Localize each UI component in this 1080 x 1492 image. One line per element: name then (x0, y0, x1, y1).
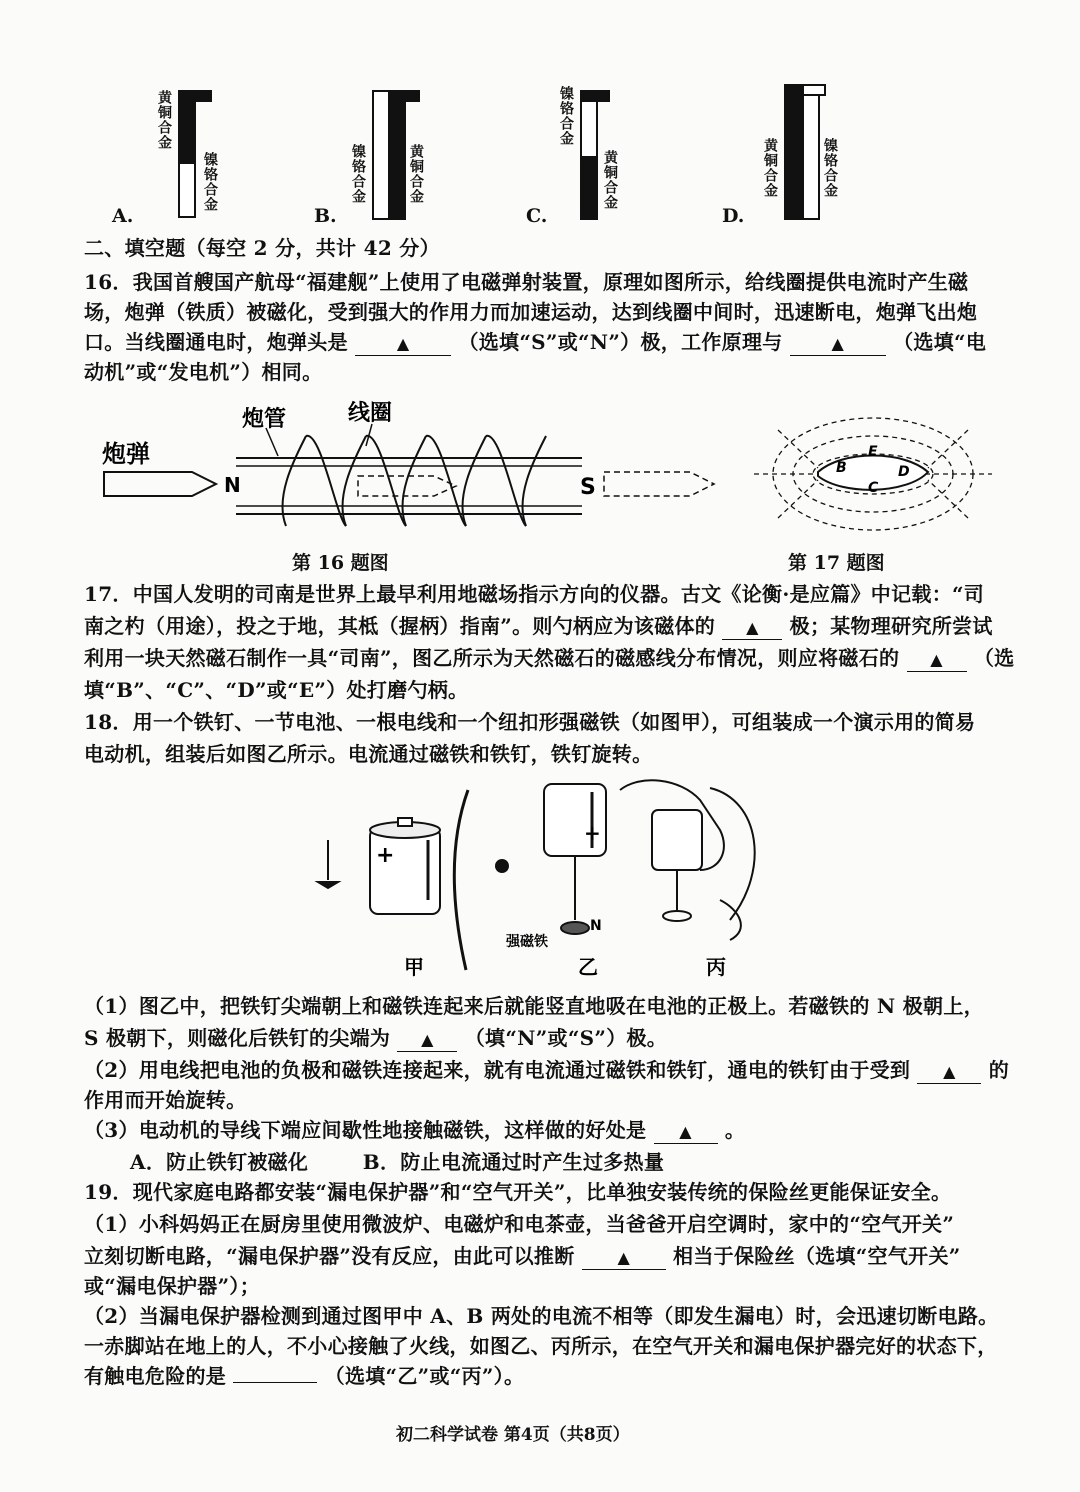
q17-line3 (84, 644, 1014, 672)
option-d-label: D. (722, 205, 745, 227)
option-b-right-text: 黄铜合金 (408, 144, 424, 204)
option-d-bar-left (784, 84, 802, 220)
q17-blank-2[interactable]: ▲ (907, 649, 967, 672)
fig16-caption: 第 16 题图 (292, 552, 389, 574)
fig17-label-e: E (868, 444, 878, 460)
q19-line1: 19．现代家庭电路都安装“漏电保护器”和“空气开关”，比单独安装传统的保险丝更能保证安全。 (84, 1180, 952, 1204)
q19-p1-line (84, 1242, 1014, 1270)
fig18-magnet-dot (495, 859, 509, 873)
fig16-coil-turns (283, 436, 546, 526)
q16-blank-1[interactable]: ▲ (355, 333, 451, 356)
option-a-label: A. (112, 205, 134, 227)
q18-p2-line (84, 1056, 1014, 1084)
option-c-bottom-text: 黄铜合金 (602, 150, 618, 210)
fig17-label-d: D (898, 464, 910, 480)
q16-line3c: （选填“电 (893, 330, 987, 354)
fig18-assembly-bing (620, 780, 755, 940)
option-d-diagram (760, 76, 850, 226)
q18-p2b: 的 (988, 1058, 1010, 1082)
q16-blank-2[interactable]: ▲ (790, 333, 886, 356)
option-b-bar-left (372, 90, 390, 220)
fig18-nail (318, 840, 338, 888)
q16-line4: 动机”或“发电机”）相同。 (84, 360, 323, 384)
q19-p2a: （2）当漏电保护器检测到通过图甲中 A、B 两处的电流不相等（即发生漏电）时，会迅速切断电路。 (84, 1304, 999, 1328)
q17-line3b: （选 (973, 646, 1015, 670)
q17-line1: 17．中国人发明的司南是世界上最早利用地磁场指示方向的仪器。古文《论衡·是应篇》中记载：“司 (84, 582, 985, 606)
fig16-s-label: S (580, 475, 596, 500)
q19-p1a: （1）小科妈妈正在厨房里使用微波炉、电磁炉和电茶壶，当爸爸开启空调时，家中的“空气开关” (84, 1212, 955, 1236)
option-d-cap (802, 84, 826, 96)
q18-option-b[interactable]: B．防止电流通过时产生过多热量 (362, 1150, 665, 1174)
fig17-diagram (748, 410, 998, 540)
option-b-label: B. (314, 205, 337, 227)
q18-p1-line (84, 1024, 1014, 1052)
option-b-diagram (348, 82, 438, 227)
q16-line3b: （选填“S”或“N”）极，工作原理与 (458, 330, 783, 354)
option-c-label: C. (526, 205, 548, 227)
q18-p3-line (84, 1116, 1014, 1144)
option-c-diagram (556, 82, 646, 227)
fig16-barrel-label: 炮管 (242, 407, 287, 432)
q16-line3 (84, 328, 1014, 356)
fig18-battery (370, 818, 440, 914)
q19-p2d: （选填“乙”或“丙”）。 (324, 1364, 525, 1388)
q19-p2-line (84, 1362, 1014, 1390)
q19-blank-2[interactable] (233, 1382, 317, 1383)
q17-line2b: 极；某物理研究所尝试 (789, 614, 993, 638)
q18-blank-3[interactable]: ▲ (654, 1121, 718, 1144)
q18-p3-end: 。 (724, 1118, 746, 1142)
option-a-bar-bottom (178, 162, 196, 218)
q18-p1c: （填“N”或“S”）极。 (464, 1026, 668, 1050)
fig18-n-label: N (590, 918, 602, 934)
fig17-label-c: C (868, 480, 879, 496)
option-a-diagram (150, 82, 240, 227)
q19-p1c: 相当于保险丝（选填“空气开关” (673, 1244, 961, 1268)
fig17-caption: 第 17 题图 (788, 552, 885, 574)
q19-p2b: 一赤脚站在地上的人，不小心接触了火线，如图乙、丙所示，在空气开关和漏电保护器完好的状态下， (84, 1334, 998, 1358)
q18-line1: 18．用一个铁钉、一节电池、一根电线和一个纽扣形强磁铁（如图甲），可组装成一个演示用的简易 (84, 710, 976, 734)
q17-line2a: 南之杓（用途），投之于地，其柢（握柄）指南”。则勺柄应为该磁体的 (84, 614, 716, 638)
option-c-cap (580, 90, 610, 102)
option-c-top-text: 镍铬合金 (558, 86, 574, 146)
fig18-wire (454, 790, 468, 970)
q17-line3a: 利用一块天然磁石制作一具“司南”，图乙所示为天然磁石的磁感线分布情况，则应将磁石的 (84, 646, 900, 670)
section-title: 二、填空题（每空 2 分，共计 42 分） (84, 236, 440, 260)
q18-p1b: S 极朝下，则磁化后铁钉的尖端为 (84, 1026, 391, 1050)
fig17-label-b: B (836, 460, 847, 476)
option-c-bar-bottom (580, 156, 598, 220)
q19-p1b: 立刻切断电路，“漏电保护器”没有反应，由此可以推断 (84, 1244, 575, 1268)
q19-p1d: 或“漏电保护器”）； (84, 1274, 261, 1298)
fig16-shell-exit (604, 472, 714, 496)
q17-line4: 填“B”、“C”、“D”或“E”）处打磨勺柄。 (84, 678, 469, 702)
option-b-bar-right (390, 90, 406, 220)
fig16-shell-label: 炮弹 (102, 440, 150, 468)
q18-blank-1[interactable]: ▲ (397, 1029, 457, 1052)
q18-p1a: （1）图乙中，把铁钉尖端朝上和磁铁连起来后就能竖直地吸在电池的正极上。若磁铁的 N 极朝上， (84, 994, 984, 1018)
option-b-cap (390, 90, 420, 102)
option-a-top-text: 黄铜合金 (156, 90, 172, 150)
fig16-coil-label: 线圈 (348, 401, 393, 426)
q18-blank-2[interactable]: ▲ (917, 1061, 981, 1084)
q16-line2: 场，炮弹（铁质）被磁化，受到强大的作用力而加速运动，达到线圈中间时，迅速断电，炮弹飞出炮 (84, 300, 978, 324)
q18-options (130, 1148, 1010, 1176)
option-d-left-text: 黄铜合金 (762, 138, 778, 198)
fig16-shell-shape (104, 472, 216, 496)
q16-line1: 16．我国首艘国产航母“福建舰”上使用了电磁弹射装置，原理如图所示，给线圈提供电流时产生磁 (84, 270, 969, 294)
q16-line3a: 口。当线圈通电时，炮弹头是 (84, 330, 348, 354)
q19-p2c: 有触电危险的是 (84, 1364, 227, 1388)
option-d-right-text: 镍铬合金 (822, 138, 838, 198)
option-a-bottom-text: 镍铬合金 (202, 152, 218, 212)
q17-line2 (84, 612, 1014, 640)
q18-line2: 电动机，组装后如图乙所示。电流通过磁铁和铁钉，铁钉旋转。 (84, 742, 653, 766)
q19-blank-1[interactable]: ▲ (582, 1247, 666, 1270)
fig16-diagram (96, 396, 736, 536)
q18-p2c: 作用而开始旋转。 (84, 1088, 247, 1112)
option-b-left-text: 镍铬合金 (350, 144, 366, 204)
option-d-bar-right (802, 84, 820, 220)
fig18-label-yi: 乙 (578, 955, 598, 979)
fig16-n-label: N (224, 473, 241, 497)
fig18-label-bing: 丙 (706, 955, 726, 979)
fig18-battery-plus: + (376, 843, 395, 868)
fig18-magnet-label: 强磁铁 (506, 934, 548, 950)
fig18-label-jia: 甲 (404, 955, 424, 979)
page-footer: 初二科学试卷 第4页（共8页） (396, 1425, 630, 1445)
fig18-assembly-yi (544, 784, 606, 934)
option-a-cap (178, 90, 212, 102)
q17-blank-1[interactable]: ▲ (722, 617, 782, 640)
q18-p2a: （2）用电线把电池的负极和磁铁连接起来，就有电流通过磁铁和铁钉，通电的铁钉由于受到 (84, 1058, 911, 1082)
q18-p3: （3）电动机的导线下端应间歇性地接触磁铁，这样做的好处是 (84, 1118, 647, 1142)
fig18-diagram (300, 770, 800, 980)
q18-option-a[interactable]: A．防止铁钉被磁化 (130, 1150, 309, 1174)
fig18-yi-plus: + (584, 821, 601, 845)
